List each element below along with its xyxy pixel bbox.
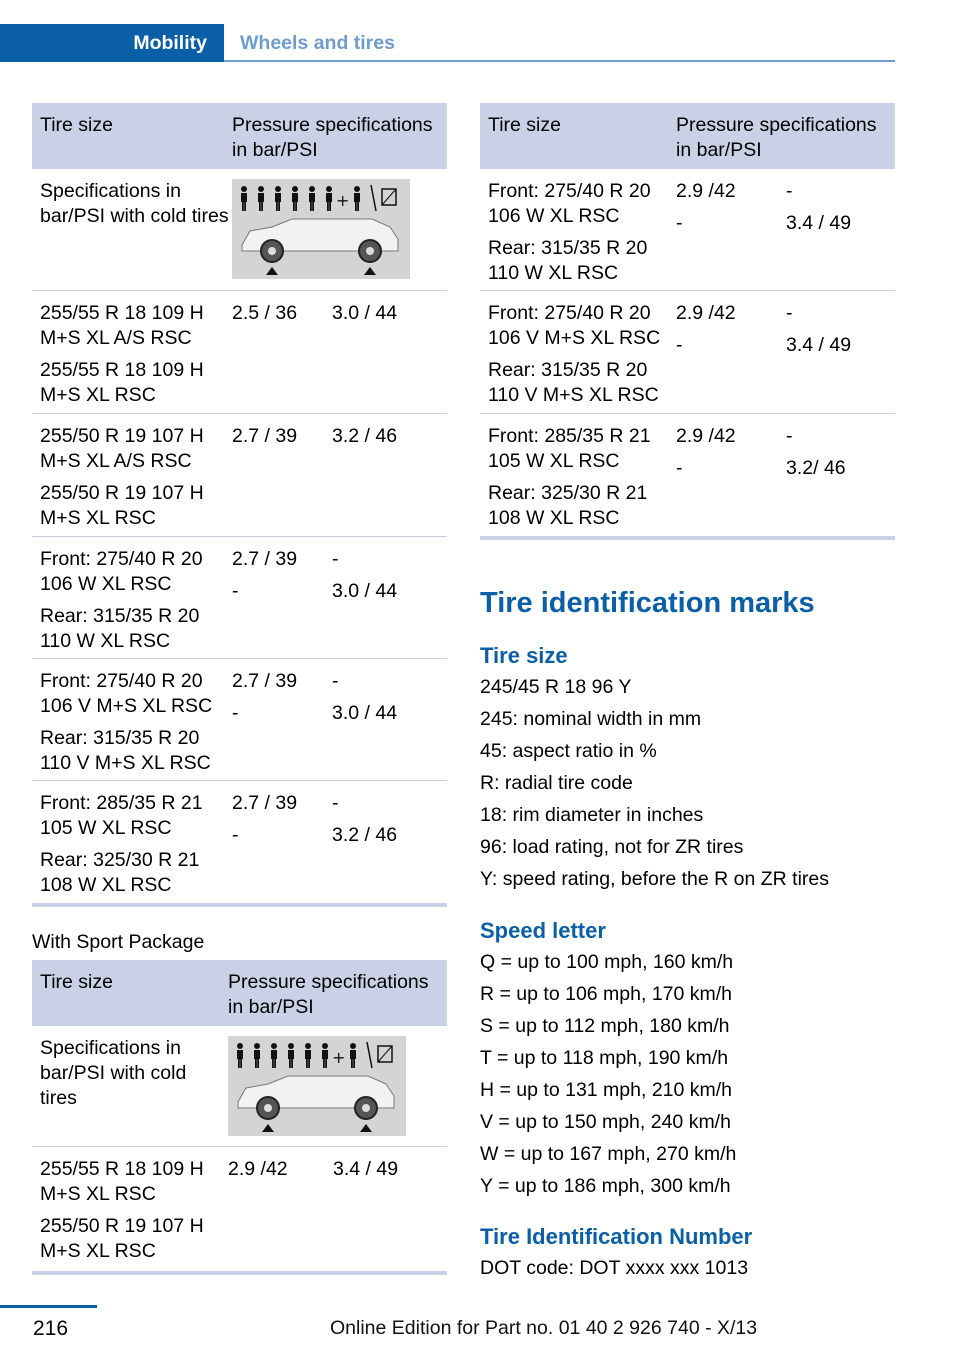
svg-text:+: + — [336, 191, 350, 210]
pressure-value: 3.2 / 46 — [332, 425, 398, 447]
pressure-table-standard — [32, 103, 447, 907]
list-item: T = up to 118 mph, 190 km/h — [480, 1047, 729, 1069]
svg-text:+: + — [332, 1048, 346, 1067]
header-tire-size: Tire size — [40, 971, 113, 993]
table-end-bar — [480, 536, 895, 540]
pressure-table-sport — [32, 960, 447, 1275]
list-item: 245/45 R 18 96 Y — [480, 676, 632, 698]
tire-size-line: Rear: 325/30 R 21 108 W XL RSC — [488, 482, 648, 529]
header-pressure: Pressure specifications in bar/PSI — [676, 114, 877, 161]
tire-size-line: Rear: 315/35 R 20 110 W XL RSC — [488, 237, 648, 284]
pressure-value: 2.7 / 39 — [232, 425, 298, 447]
pressure-value: - — [676, 457, 683, 479]
tire-size-line: 255/50 R 19 107 H M+S XL A/S RSC — [40, 425, 204, 472]
header-tire-size: Tire size — [488, 114, 561, 136]
table-row — [32, 1147, 447, 1271]
pressure-value: - — [786, 302, 793, 324]
pressure-value: - — [332, 548, 339, 570]
tire-size-line: 255/50 R 19 107 H M+S XL RSC — [40, 1215, 204, 1262]
load-diagram-image — [228, 1036, 406, 1136]
sport-package-label: With Sport Package — [32, 931, 205, 953]
pressure-value: - — [332, 792, 339, 814]
table-end-bar — [32, 1271, 447, 1275]
header-rule — [224, 60, 895, 62]
pressure-value: 3.0 / 44 — [332, 702, 398, 724]
occupants-icon — [237, 1042, 392, 1068]
page-number-rule — [0, 1305, 97, 1308]
pressure-value: 2.7 / 39 — [232, 792, 298, 814]
car-side-icon — [238, 1076, 394, 1132]
tire-size-line: 255/55 R 18 109 H M+S XL RSC — [40, 359, 204, 406]
list-item: S = up to 112 mph, 180 km/h — [480, 1015, 730, 1037]
tire-size-line: Rear: 315/35 R 20 110 V M+S XL RSC — [488, 359, 659, 406]
tire-size-line: 255/50 R 19 107 H M+S XL RSC — [40, 482, 204, 529]
tire-size-list — [480, 671, 829, 895]
pressure-value: 2.5 / 36 — [232, 302, 298, 324]
list-item: 96: load rating, not for ZR tires — [480, 836, 744, 858]
page-number: 216 — [33, 1317, 69, 1340]
tin-line: DOT code: DOT xxxx xxx 1013 — [480, 1257, 749, 1279]
table-row — [32, 291, 447, 414]
pressure-value: 3.4 / 49 — [333, 1158, 399, 1180]
load-diagram-image — [232, 179, 410, 279]
tire-size-line: Rear: 315/35 R 20 110 V M+S XL RSC — [40, 727, 211, 774]
edition-footer: Online Edition for Part no. 01 40 2 926 740 - X/13 — [330, 1317, 758, 1339]
pressure-value: - — [232, 580, 239, 602]
header-subsection: Wheels and tires — [240, 32, 395, 54]
pressure-value: - — [676, 334, 683, 356]
table-row — [32, 414, 447, 537]
tire-size-line: Front: 285/35 R 21 105 W XL RSC — [488, 425, 651, 472]
pressure-value: 2.9 /42 — [676, 302, 736, 324]
table-row — [32, 537, 447, 659]
tin-heading: Tire Identification Number — [480, 1224, 753, 1249]
list-item: Y: speed rating, before the R on ZR tires — [480, 868, 830, 890]
table-header — [32, 103, 447, 169]
table-end-bar — [32, 903, 447, 907]
tire-size-line: Front: 275/40 R 20 106 W XL RSC — [488, 180, 651, 227]
tire-size-line: Rear: 325/30 R 21 108 W XL RSC — [40, 849, 200, 896]
pressure-value: 3.0 / 44 — [332, 580, 398, 602]
tire-size-line: Rear: 315/35 R 20 110 W XL RSC — [40, 605, 200, 652]
header-section-tab — [0, 24, 224, 62]
pressure-value: - — [786, 180, 793, 202]
tire-size-line: Front: 275/40 R 20 106 V M+S XL RSC — [40, 670, 213, 717]
table-row — [32, 781, 447, 903]
table-header — [32, 960, 447, 1026]
table-row — [480, 291, 895, 414]
pressure-value: 3.4 / 49 — [786, 212, 852, 234]
occupants-icon — [241, 185, 396, 211]
list-item: Q = up to 100 mph, 160 km/h — [480, 951, 734, 973]
table-row — [480, 169, 895, 291]
tire-size-line: 255/55 R 18 109 H M+S XL RSC — [40, 1158, 204, 1205]
list-item: W = up to 167 mph, 270 km/h — [480, 1143, 737, 1165]
list-item: Y = up to 186 mph, 300 km/h — [480, 1175, 731, 1197]
pressure-value: - — [786, 425, 793, 447]
list-item: 245: nominal width in mm — [480, 708, 702, 730]
header-tire-size: Tire size — [40, 114, 113, 136]
list-item: V = up to 150 mph, 240 km/h — [480, 1111, 731, 1133]
pressure-value: - — [676, 212, 683, 234]
tire-size-line: 255/55 R 18 109 H M+S XL A/S RSC — [40, 302, 204, 349]
pressure-value: 2.9 /42 — [228, 1158, 288, 1180]
tire-size-heading: Tire size — [480, 643, 568, 668]
speed-letter-heading: Speed letter — [480, 918, 606, 943]
pressure-value: 3.4 / 49 — [786, 334, 852, 356]
header-pressure: Pressure specifications in bar/PSI — [232, 114, 433, 161]
list-item: R = up to 106 mph, 170 km/h — [480, 983, 733, 1005]
list-item: H = up to 131 mph, 210 km/h — [480, 1079, 733, 1101]
tire-size-line: Front: 275/40 R 20 106 W XL RSC — [40, 548, 203, 595]
car-side-icon — [242, 219, 398, 275]
header-pressure: Pressure specifications in bar/PSI — [228, 971, 429, 1018]
table-row — [32, 659, 447, 781]
pressure-value: 2.9 /42 — [676, 425, 736, 447]
pressure-value: 2.7 / 39 — [232, 670, 298, 692]
pressure-table-continued — [480, 103, 895, 540]
list-item: 18: rim diameter in inches — [480, 804, 704, 826]
pressure-value: 3.2/ 46 — [786, 457, 846, 479]
pressure-value: 2.9 /42 — [676, 180, 736, 202]
spec-label: Specifications in bar/PSI with cold tires — [40, 180, 229, 227]
section-title: Tire identification marks — [480, 587, 815, 619]
pressure-value: 2.7 / 39 — [232, 548, 298, 570]
table-row-spec — [32, 169, 447, 291]
header-section-label: Mobility — [133, 32, 207, 54]
tire-size-line: Front: 285/35 R 21 105 W XL RSC — [40, 792, 203, 839]
spec-label: Specifications in bar/PSI with cold tires — [40, 1037, 187, 1109]
table-header — [480, 103, 895, 169]
table-row-spec — [32, 1026, 447, 1147]
pressure-value: - — [232, 824, 239, 846]
speed-letter-list — [480, 946, 736, 1202]
list-item: 45: aspect ratio in % — [480, 740, 657, 762]
list-item: R: radial tire code — [480, 772, 633, 794]
pressure-value: - — [332, 670, 339, 692]
pressure-value: 3.0 / 44 — [332, 302, 398, 324]
pressure-value: 3.2 / 46 — [332, 824, 398, 846]
pressure-value: - — [232, 702, 239, 724]
table-row — [480, 414, 895, 536]
tire-size-line: Front: 275/40 R 20 106 V M+S XL RSC — [488, 302, 661, 349]
